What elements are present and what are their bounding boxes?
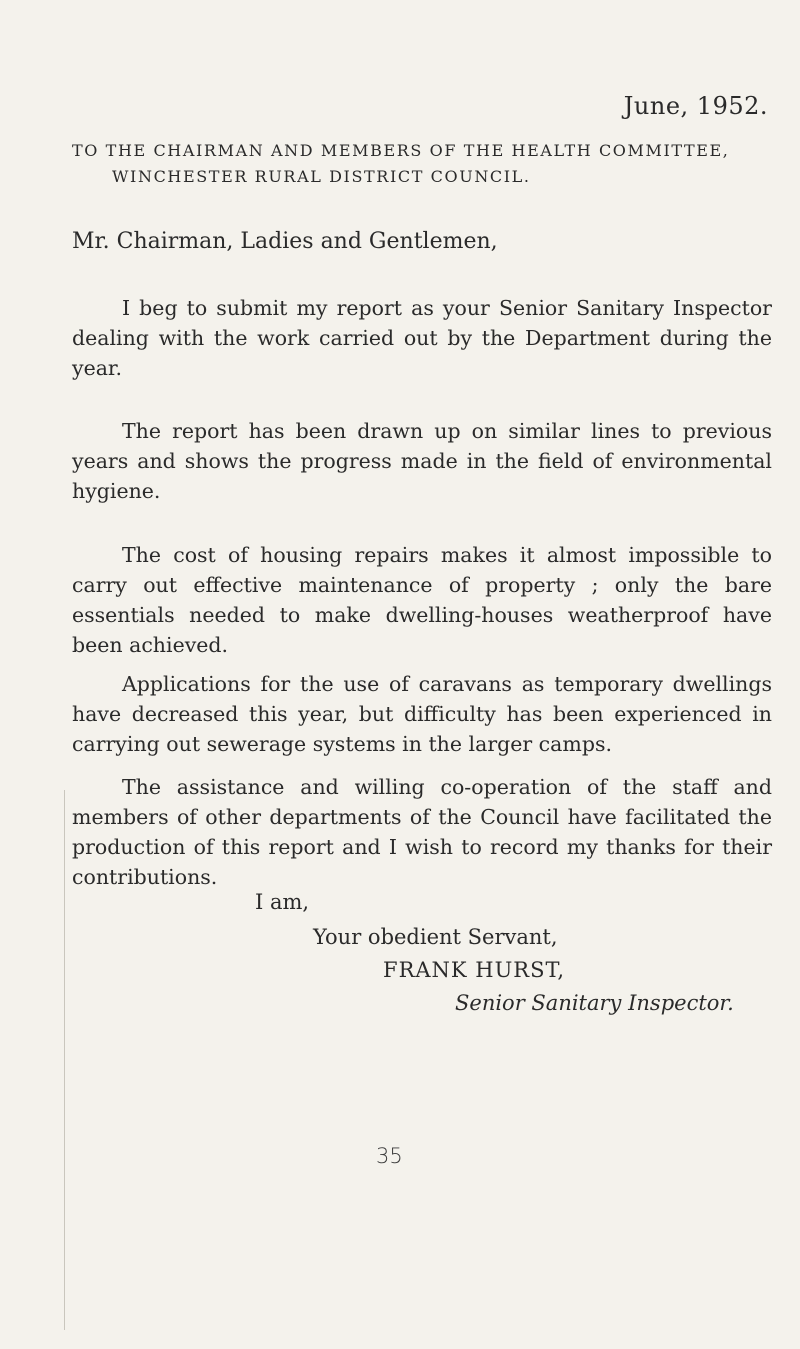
paragraph-caravans: Applications for the use of caravans as temporary dwellings have decreased this year, but difficulty has been experienced in carrying out sewerage systems in the larger camps. — [72, 672, 772, 756]
letter-date: June, 1952. — [623, 92, 768, 120]
address-line-2: WINCHESTER RURAL DISTRICT COUNCIL. — [112, 167, 531, 186]
signatory-name: FRANK HURST, — [383, 958, 566, 982]
page-number: 35 — [376, 1144, 403, 1168]
paragraph-housing-repairs: The cost of housing repairs makes it almost impossible to carry out effective maintenance of property ; only the bare essentials needed to make dwelling-houses weatherproof have been achieved. — [72, 543, 772, 657]
paragraph-introduction: I beg to submit my report as your Senior Sanitary Inspector dealing with the work carried out by the Department during the year. — [72, 296, 772, 380]
address-line-1: TO THE CHAIRMAN AND MEMBERS OF THE HEALTH COMMITTEE, — [72, 141, 730, 160]
closing-i-am: I am, — [255, 890, 310, 914]
closing-obedient-servant: Your obedient Servant, — [313, 925, 558, 949]
salutation: Mr. Chairman, Ladies and Gentlemen, — [72, 229, 498, 254]
paragraph-acknowledgements: The assistance and willing co-operation of the staff and members of other departments of the Council have facilitated the production of this report and I wish to record my thanks for their contributions. — [72, 775, 772, 889]
recipient-address — [72, 138, 772, 190]
margin-line — [64, 790, 65, 1330]
paragraph-report-lines: The report has been drawn up on similar lines to previous years and shows the progress made in the field of environmental hygiene. — [72, 419, 772, 503]
signatory-title: Senior Sanitary Inspector. — [455, 991, 734, 1015]
